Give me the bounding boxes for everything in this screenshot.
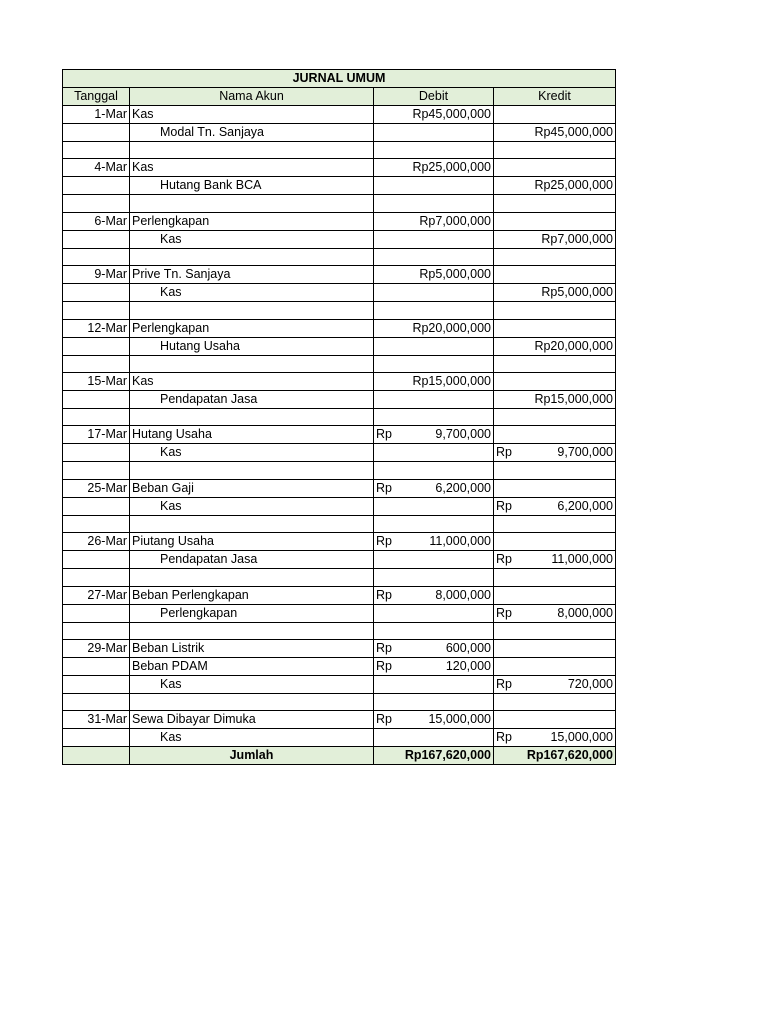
cell-date[interactable]: 25-Mar [63,479,130,497]
cell-credit[interactable] [494,586,616,604]
credit-amount: 11,000,000 [551,552,613,567]
cell-date[interactable] [63,604,130,622]
cell-date[interactable] [63,622,130,639]
cell-account[interactable]: Kas [130,675,374,693]
table-row [63,159,616,177]
cell-credit[interactable]: Rp20,000,000 [494,337,616,355]
cell-credit[interactable] [494,195,616,212]
cell-credit[interactable] [494,142,616,159]
cell-date[interactable] [63,142,130,159]
cell-account[interactable]: Hutang Usaha [130,337,374,355]
cell-credit[interactable] [494,657,616,675]
cell-account[interactable] [130,302,374,319]
cell-credit[interactable] [494,479,616,497]
cell-date[interactable]: 6-Mar [63,212,130,230]
cell-debit[interactable] [374,408,494,425]
debit-amount: 15,000,000 [428,712,491,727]
cell-account[interactable] [130,195,374,212]
cell-debit[interactable] [374,355,494,372]
currency-prefix: Rp [376,640,392,655]
cell-account[interactable] [130,515,374,532]
cell-date[interactable] [63,408,130,425]
cell-credit[interactable] [494,604,616,622]
cell-date[interactable] [63,302,130,319]
cell-debit[interactable]: Rp5,000,000 [374,266,494,284]
cell-account[interactable]: Hutang Bank BCA [130,177,374,195]
cell-credit[interactable] [494,497,616,515]
cell-account[interactable]: Perlengkapan [130,604,374,622]
cell-debit[interactable] [374,639,494,657]
cell-account[interactable]: Kas [130,284,374,302]
cell-account[interactable]: Modal Tn. Sanjaya [130,124,374,142]
table-row [63,639,616,657]
table-row [63,551,616,569]
cell-credit[interactable] [494,106,616,124]
cell-account[interactable]: Hutang Usaha [130,426,374,444]
table-row [63,444,616,462]
table-row [63,390,616,408]
header-debit[interactable]: Debit [374,88,494,106]
cell-date[interactable] [63,177,130,195]
cell-account[interactable]: Kas [130,372,374,390]
cell-date[interactable] [63,124,130,142]
cell-date[interactable] [63,195,130,212]
cell-debit[interactable] [374,551,494,569]
cell-account[interactable] [130,142,374,159]
debit-amount: 9,700,000 [435,427,491,442]
cell-debit[interactable] [374,569,494,586]
cell-date[interactable]: 26-Mar [63,533,130,551]
cell-debit[interactable] [374,693,494,710]
journal-table [62,69,616,765]
cell-debit[interactable]: Rp20,000,000 [374,319,494,337]
table-row [63,497,616,515]
cell-debit[interactable] [374,462,494,479]
cell-credit[interactable] [494,533,616,551]
currency-prefix: Rp [376,480,392,495]
title-row [63,70,616,88]
cell-date[interactable] [63,729,130,747]
table-row [63,177,616,195]
cell-account[interactable]: Kas [130,444,374,462]
cell-debit[interactable] [374,604,494,622]
cell-credit[interactable] [494,639,616,657]
currency-prefix: Rp [376,712,392,727]
cell-debit[interactable]: Rp15,000,000 [374,372,494,390]
cell-account[interactable]: Kas [130,230,374,248]
cell-debit[interactable] [374,497,494,515]
table-row [63,266,616,284]
currency-prefix: Rp [496,445,512,460]
credit-amount: 15,000,000 [550,730,613,745]
debit-amount: 11,000,000 [429,534,491,549]
cell-debit[interactable]: Rp45,000,000 [374,106,494,124]
currency-prefix: Rp [496,552,512,567]
table-row [63,711,616,729]
cell-credit[interactable]: Rp15,000,000 [494,390,616,408]
table-row [63,604,616,622]
cell-date[interactable] [63,337,130,355]
table-row [63,284,616,302]
cell-date[interactable] [63,390,130,408]
cell-date[interactable]: 9-Mar [63,266,130,284]
cell-credit[interactable] [494,462,616,479]
currency-prefix: Rp [376,587,392,602]
cell-date[interactable] [63,462,130,479]
cell-credit[interactable] [494,248,616,265]
cell-account[interactable]: Beban Gaji [130,479,374,497]
cell-date[interactable] [63,497,130,515]
cell-account[interactable] [130,248,374,265]
table-row [63,212,616,230]
cell-debit[interactable] [374,390,494,408]
cell-debit[interactable] [374,586,494,604]
cell-debit[interactable] [374,515,494,532]
cell-credit[interactable] [494,266,616,284]
blank-row [63,515,616,532]
cell-credit[interactable] [494,711,616,729]
header-account[interactable]: Nama Akun [130,88,374,106]
cell-account[interactable]: Piutang Usaha [130,533,374,551]
cell-credit[interactable] [494,693,616,710]
cell-account[interactable]: Kas [130,106,374,124]
cell-debit[interactable] [374,124,494,142]
blank-row [63,195,616,212]
blank-row [63,408,616,425]
cell-credit[interactable] [494,551,616,569]
cell-date[interactable]: 15-Mar [63,372,130,390]
cell-date[interactable]: 12-Mar [63,319,130,337]
cell-date[interactable] [63,675,130,693]
credit-amount: 6,200,000 [557,498,613,513]
cell-credit[interactable] [494,569,616,586]
blank-row [63,569,616,586]
cell-account[interactable]: Perlengkapan [130,319,374,337]
table-row [63,675,616,693]
cell-credit[interactable] [494,729,616,747]
table-row [63,426,616,444]
cell-debit[interactable] [374,142,494,159]
cell-account[interactable]: Pendapatan Jasa [130,390,374,408]
cell-credit[interactable]: Rp5,000,000 [494,284,616,302]
cell-account[interactable]: Perlengkapan [130,212,374,230]
debit-amount: 6,200,000 [435,480,491,495]
cell-date[interactable] [63,355,130,372]
credit-amount: 9,700,000 [557,445,613,460]
cell-debit[interactable]: Rp25,000,000 [374,159,494,177]
table-row [63,586,616,604]
table-row [63,479,616,497]
cell-date[interactable] [63,444,130,462]
cell-date[interactable]: 1-Mar [63,106,130,124]
cell-credit[interactable] [494,302,616,319]
cell-credit[interactable] [494,515,616,532]
cell-account[interactable] [130,693,374,710]
currency-prefix: Rp [496,605,512,620]
cell-date[interactable]: 4-Mar [63,159,130,177]
blank-row [63,248,616,265]
cell-date[interactable] [63,284,130,302]
cell-date[interactable]: 17-Mar [63,426,130,444]
cell-account[interactable] [130,569,374,586]
cell-account[interactable]: Beban PDAM [130,657,374,675]
cell-date[interactable]: 29-Mar [63,639,130,657]
table-row [63,337,616,355]
table-row [63,230,616,248]
cell-account[interactable]: Sewa Dibayar Dimuka [130,711,374,729]
cell-date[interactable] [63,230,130,248]
blank-row [63,302,616,319]
cell-debit[interactable] [374,248,494,265]
cell-credit[interactable] [494,675,616,693]
cell-account[interactable]: Beban Listrik [130,639,374,657]
cell-account[interactable] [130,355,374,372]
cell-credit[interactable] [494,372,616,390]
cell-account[interactable]: Beban Perlengkapan [130,586,374,604]
cell-credit[interactable] [494,444,616,462]
table-row [63,319,616,337]
cell-debit[interactable] [374,479,494,497]
cell-account[interactable]: Kas [130,159,374,177]
table-row [63,729,616,747]
credit-amount: 720,000 [567,676,613,691]
currency-prefix: Rp [496,730,512,745]
cell-debit[interactable] [374,302,494,319]
cell-debit[interactable] [374,177,494,195]
cell-debit[interactable] [374,675,494,693]
table-row [63,372,616,390]
cell-credit[interactable]: Rp25,000,000 [494,177,616,195]
blank-row [63,142,616,159]
table-row [63,106,616,124]
journal-title[interactable]: JURNAL UMUM [63,70,616,88]
cell-credit[interactable] [494,212,616,230]
total-debit[interactable]: Rp167,620,000 [374,747,494,765]
currency-prefix: Rp [496,676,512,691]
cell-account[interactable] [130,622,374,639]
cell-credit[interactable] [494,622,616,639]
cell-account[interactable]: Pendapatan Jasa [130,551,374,569]
cell-debit[interactable] [374,711,494,729]
cell-debit[interactable] [374,337,494,355]
cell-credit[interactable] [494,355,616,372]
cell-account[interactable]: Prive Tn. Sanjaya [130,266,374,284]
cell-account[interactable]: Kas [130,729,374,747]
cell-credit[interactable] [494,159,616,177]
cell-date[interactable] [63,747,130,765]
debit-amount: 600,000 [445,640,491,655]
cell-debit[interactable] [374,729,494,747]
cell-date[interactable] [63,569,130,586]
cell-debit[interactable] [374,195,494,212]
table-row [63,124,616,142]
cell-debit[interactable] [374,622,494,639]
cell-debit[interactable] [374,444,494,462]
cell-debit[interactable] [374,284,494,302]
cell-date[interactable] [63,515,130,532]
debit-amount: 120,000 [445,658,491,673]
cell-date[interactable] [63,693,130,710]
cell-credit[interactable] [494,319,616,337]
blank-row [63,693,616,710]
currency-prefix: Rp [376,658,392,673]
total-row [63,747,616,765]
cell-date[interactable] [63,657,130,675]
total-label[interactable]: Jumlah [130,747,374,765]
table-row [63,657,616,675]
currency-prefix: Rp [376,534,392,549]
cell-debit[interactable]: Rp7,000,000 [374,212,494,230]
cell-account[interactable] [130,462,374,479]
blank-row [63,462,616,479]
cell-debit[interactable] [374,533,494,551]
header-row [63,88,616,106]
currency-prefix: Rp [496,498,512,513]
blank-row [63,355,616,372]
cell-date[interactable] [63,248,130,265]
cell-credit[interactable]: Rp7,000,000 [494,230,616,248]
total-credit[interactable]: Rp167,620,000 [494,747,616,765]
cell-account[interactable] [130,408,374,425]
cell-credit[interactable]: Rp45,000,000 [494,124,616,142]
cell-date[interactable]: 31-Mar [63,711,130,729]
header-date[interactable]: Tanggal [63,88,130,106]
currency-prefix: Rp [376,427,392,442]
header-credit[interactable]: Kredit [494,88,616,106]
cell-debit[interactable] [374,657,494,675]
credit-amount: 8,000,000 [557,605,613,620]
cell-debit[interactable] [374,426,494,444]
cell-credit[interactable] [494,408,616,425]
debit-amount: 8,000,000 [435,587,491,602]
cell-account[interactable]: Kas [130,497,374,515]
cell-debit[interactable] [374,230,494,248]
cell-date[interactable]: 27-Mar [63,586,130,604]
table-row [63,533,616,551]
cell-date[interactable] [63,551,130,569]
cell-credit[interactable] [494,426,616,444]
blank-row [63,622,616,639]
